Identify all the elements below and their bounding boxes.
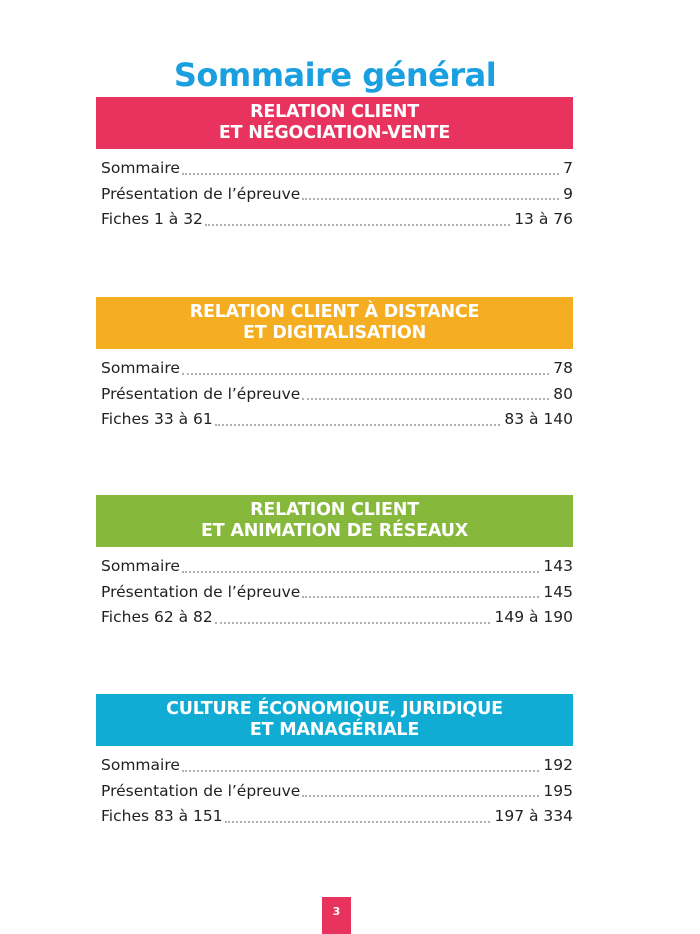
toc-entry-label: Fiches 33 à 61 xyxy=(101,410,213,428)
section-relation-client-distance-digitalisation xyxy=(96,297,573,436)
toc-entries xyxy=(96,359,573,436)
toc-entry-page: 197 à 334 xyxy=(494,807,573,825)
toc-entry-page: 149 à 190 xyxy=(494,608,573,626)
toc-entry-sommaire[interactable] xyxy=(101,159,573,185)
toc-entry-label: Présentation de l’épreuve xyxy=(101,781,301,800)
page-number-badge: 3 xyxy=(322,897,351,934)
dot-leader xyxy=(215,622,491,624)
toc-entry-page: 13 à 76 xyxy=(514,210,573,228)
toc-entries xyxy=(96,756,573,833)
section-heading-line2: ET ANIMATION DE RÉSEAUX xyxy=(200,521,469,541)
toc-entry-sommaire[interactable] xyxy=(101,557,573,583)
toc-entry-page: 9 xyxy=(563,184,573,203)
section-relation-client-animation-reseaux xyxy=(96,495,573,634)
section-heading-line2: ET NÉGOCIATION-VENTE xyxy=(218,123,451,143)
section-banner xyxy=(96,97,573,149)
toc-entry-fiches[interactable] xyxy=(101,807,573,833)
section-heading-line1: RELATION CLIENT xyxy=(250,102,419,122)
toc-entry-label: Sommaire xyxy=(101,359,180,377)
toc-entry-label: Sommaire xyxy=(101,159,180,177)
section-relation-client-negociation-vente xyxy=(96,97,573,236)
toc-entry-sommaire[interactable] xyxy=(101,756,573,782)
toc-entry-presentation[interactable] xyxy=(101,385,573,411)
toc-entry-page: 192 xyxy=(543,756,573,774)
toc-entry-presentation[interactable] xyxy=(101,185,573,211)
dot-leader xyxy=(182,373,549,375)
dot-leader xyxy=(302,198,559,200)
toc-entry-label: Présentation de l’épreuve xyxy=(101,582,301,601)
toc-entry-label: Sommaire xyxy=(101,756,180,774)
toc-entry-sommaire[interactable] xyxy=(101,359,573,385)
section-heading-line1: RELATION CLIENT À DISTANCE xyxy=(189,302,480,322)
toc-entry-page: 145 xyxy=(543,582,573,601)
toc-entry-page: 143 xyxy=(543,557,573,575)
dot-leader xyxy=(302,398,549,400)
toc-entry-fiches[interactable] xyxy=(101,410,573,436)
page-title: Sommaire général xyxy=(173,56,497,95)
dot-leader xyxy=(215,424,501,426)
section-banner xyxy=(96,495,573,547)
dot-leader xyxy=(182,173,559,175)
toc-entry-label: Présentation de l’épreuve xyxy=(101,384,301,403)
toc-entry-fiches[interactable] xyxy=(101,210,573,236)
toc-entry-label: Sommaire xyxy=(101,557,180,575)
toc-entry-fiches[interactable] xyxy=(101,608,573,634)
toc-entry-label: Fiches 83 à 151 xyxy=(101,807,223,825)
toc-entry-page: 83 à 140 xyxy=(504,410,573,428)
dot-leader xyxy=(182,571,540,573)
section-banner xyxy=(96,297,573,349)
section-culture-economique-juridique-manageriale xyxy=(96,694,573,833)
section-heading-line2: ET MANAGÉRIALE xyxy=(249,720,420,740)
section-heading-line1: CULTURE ÉCONOMIQUE, JURIDIQUE xyxy=(166,699,503,719)
toc-entry-page: 7 xyxy=(563,159,573,177)
toc-entry-presentation[interactable] xyxy=(101,782,573,808)
toc-entry-presentation[interactable] xyxy=(101,583,573,609)
section-banner xyxy=(96,694,573,746)
dot-leader xyxy=(225,821,491,823)
dot-leader xyxy=(302,795,539,797)
toc-entry-page: 195 xyxy=(543,781,573,800)
toc-entry-page: 80 xyxy=(553,384,573,403)
toc-entries xyxy=(96,557,573,634)
section-heading-line2: ET DIGITALISATION xyxy=(242,323,427,343)
section-heading-line1: RELATION CLIENT xyxy=(250,500,419,520)
toc-entry-label: Fiches 62 à 82 xyxy=(101,608,213,626)
toc-entry-label: Présentation de l’épreuve xyxy=(101,184,301,203)
dot-leader xyxy=(182,770,540,772)
toc-entries xyxy=(96,159,573,236)
toc-entry-label: Fiches 1 à 32 xyxy=(101,210,203,228)
dot-leader xyxy=(205,224,510,226)
dot-leader xyxy=(302,596,539,598)
toc-entry-page: 78 xyxy=(553,359,573,377)
